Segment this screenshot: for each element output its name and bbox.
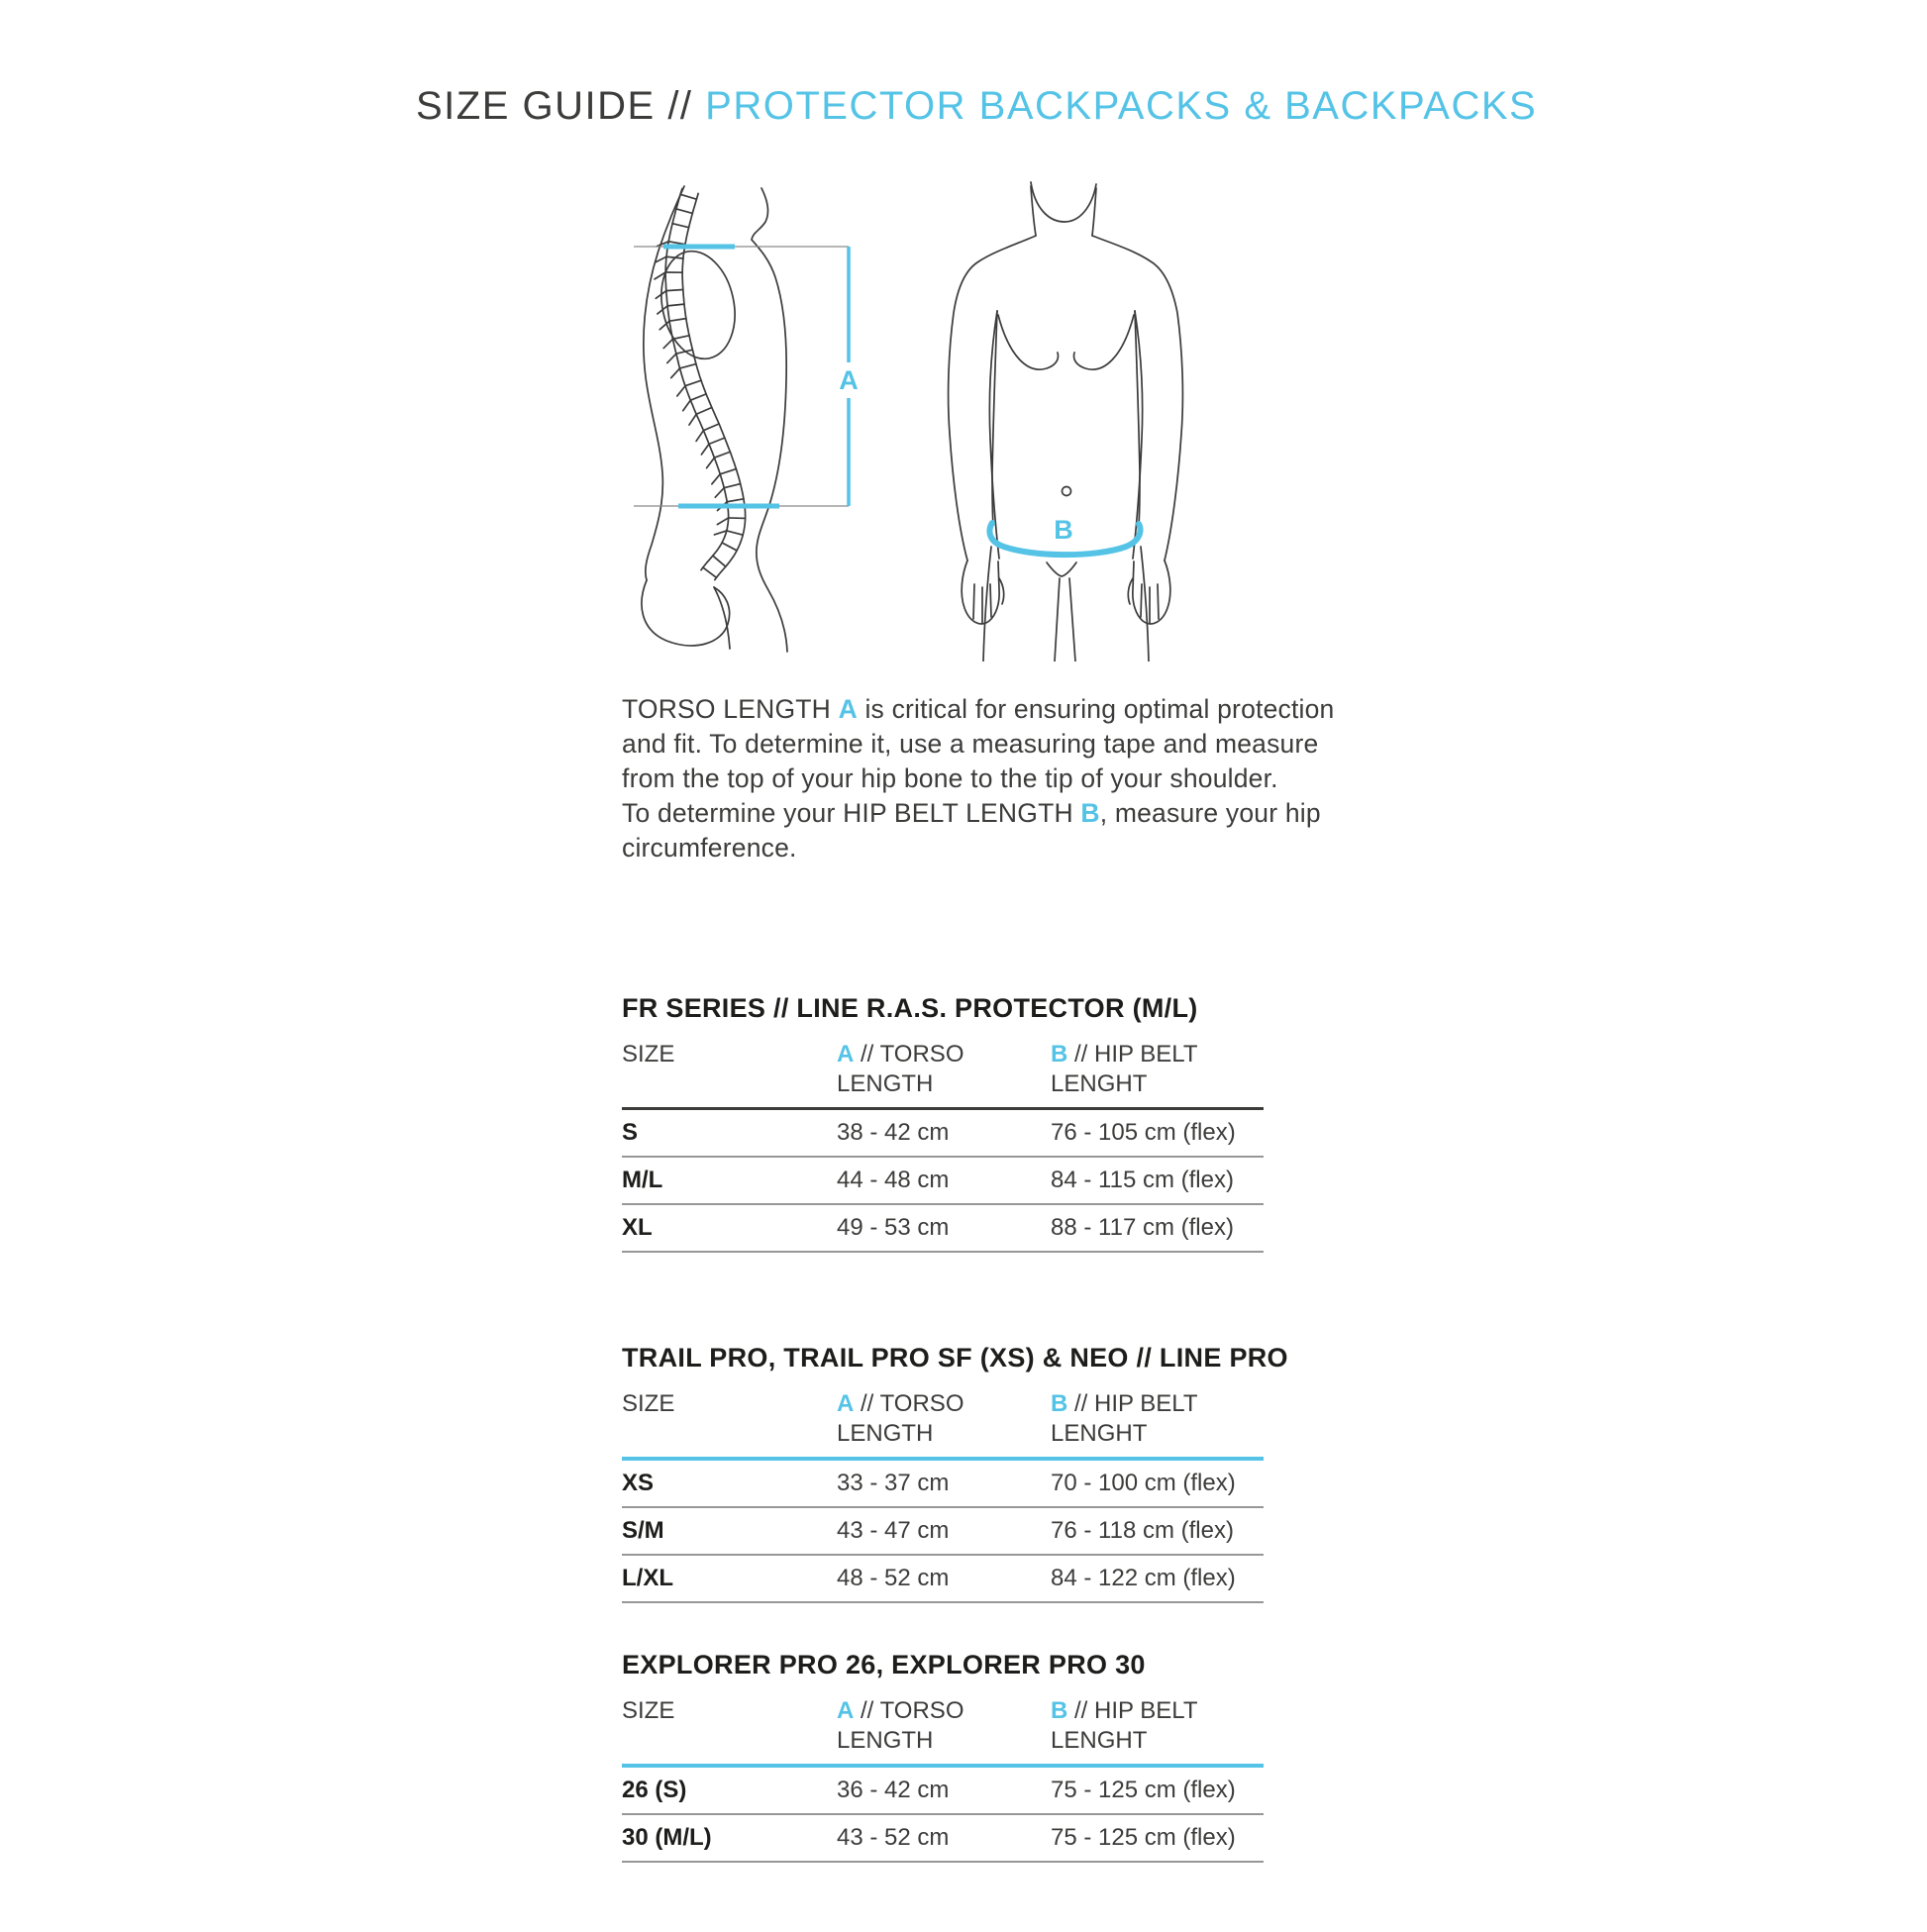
size-table-trail-pro bbox=[622, 1343, 1288, 1603]
row-hip-belt-length: 88 - 117 cm (flex) bbox=[1051, 1214, 1234, 1241]
description-label-b: B bbox=[1080, 797, 1100, 828]
table-header-row bbox=[622, 1696, 1264, 1768]
table-row bbox=[622, 1556, 1264, 1603]
column-header-hip-belt: B // HIP BELT LENGHT bbox=[1051, 1390, 1198, 1447]
description-text: and fit. To determine it, use a measuring tape and measure bbox=[622, 728, 1319, 759]
page-title bbox=[416, 84, 1537, 129]
column-header-torso-length: A // TORSO LENGTH bbox=[837, 1390, 964, 1447]
row-hip-belt-length: 76 - 105 cm (flex) bbox=[1051, 1119, 1236, 1146]
label-a: A bbox=[839, 365, 859, 395]
table-row bbox=[622, 1461, 1264, 1508]
table-row bbox=[622, 1205, 1264, 1253]
table-row bbox=[622, 1158, 1264, 1205]
row-torso-length: 49 - 53 cm bbox=[837, 1214, 950, 1241]
row-torso-length: 36 - 42 cm bbox=[837, 1777, 950, 1803]
table-title: EXPLORER PRO 26, EXPLORER PRO 30 bbox=[622, 1650, 1146, 1679]
column-header-hip-belt: B // HIP BELT LENGHT bbox=[1051, 1697, 1198, 1754]
label-b: B bbox=[1054, 515, 1073, 545]
description-text: circumference. bbox=[622, 832, 797, 863]
row-torso-length: 43 - 47 cm bbox=[837, 1517, 950, 1544]
row-torso-length: 43 - 52 cm bbox=[837, 1824, 950, 1851]
size-table-explorer-pro bbox=[622, 1650, 1264, 1863]
column-header-size: SIZE bbox=[622, 1697, 675, 1724]
column-header-letter-b: B bbox=[1051, 1697, 1068, 1724]
description-text: is critical for ensuring optimal protection bbox=[857, 693, 1335, 724]
navel bbox=[1063, 487, 1071, 496]
description-text: from the top of your hip bone to the tip of your shoulder. bbox=[622, 763, 1278, 793]
torso-length-dimension bbox=[634, 247, 859, 506]
table-row bbox=[622, 1508, 1264, 1556]
table-row bbox=[622, 1110, 1264, 1158]
column-header-letter-b: B bbox=[1051, 1390, 1068, 1417]
page-title-accent: PROTECTOR BACKPACKS & BACKPACKS bbox=[705, 83, 1538, 128]
row-torso-length: 48 - 52 cm bbox=[837, 1565, 950, 1591]
description-label-a: A bbox=[838, 693, 858, 724]
column-header-letter-a: A bbox=[837, 1390, 855, 1417]
row-hip-belt-length: 84 - 122 cm (flex) bbox=[1051, 1565, 1236, 1591]
row-hip-belt-length: 76 - 118 cm (flex) bbox=[1051, 1517, 1234, 1544]
body-outline bbox=[949, 182, 1183, 661]
row-torso-length: 33 - 37 cm bbox=[837, 1470, 950, 1496]
table-title: TRAIL PRO, TRAIL PRO SF (XS) & NEO // LINE PRO bbox=[622, 1343, 1288, 1373]
row-hip-belt-length: 70 - 100 cm (flex) bbox=[1051, 1470, 1236, 1496]
row-size: XL bbox=[622, 1214, 653, 1241]
column-header-letter-a: A bbox=[837, 1041, 855, 1068]
row-hip-belt-length: 75 - 125 cm (flex) bbox=[1051, 1824, 1236, 1851]
table-header-row bbox=[622, 1040, 1264, 1110]
row-size: S/M bbox=[622, 1517, 664, 1544]
body-front-illustration bbox=[926, 137, 1263, 661]
row-size: S bbox=[622, 1119, 639, 1146]
page-title-dark: SIZE GUIDE // bbox=[416, 83, 706, 128]
row-size: L/XL bbox=[622, 1565, 673, 1591]
row-size: XS bbox=[622, 1470, 655, 1496]
measurement-description bbox=[622, 692, 1335, 865]
column-header-torso-length: A // TORSO LENGTH bbox=[837, 1041, 964, 1097]
column-header-hip-belt: B // HIP BELT LENGHT bbox=[1051, 1041, 1198, 1097]
table-row bbox=[622, 1815, 1264, 1863]
description-text: To determine your HIP BELT LENGTH bbox=[622, 797, 1081, 828]
row-hip-belt-length: 75 - 125 cm (flex) bbox=[1051, 1777, 1236, 1803]
column-header-torso-length: A // TORSO LENGTH bbox=[837, 1697, 964, 1754]
row-torso-length: 38 - 42 cm bbox=[837, 1119, 950, 1146]
hip-belt-dimension bbox=[989, 515, 1140, 555]
column-header-letter-b: B bbox=[1051, 1041, 1068, 1068]
spine-body-outline bbox=[642, 186, 787, 652]
spine-side-illustration bbox=[611, 137, 878, 661]
row-torso-length: 44 - 48 cm bbox=[837, 1167, 950, 1193]
table-header-row bbox=[622, 1389, 1264, 1461]
row-size: 26 (S) bbox=[622, 1777, 687, 1803]
column-header-size: SIZE bbox=[622, 1041, 675, 1068]
description-text: TORSO LENGTH bbox=[622, 693, 839, 724]
row-hip-belt-length: 84 - 115 cm (flex) bbox=[1051, 1167, 1234, 1193]
description-text: , measure your hip bbox=[1099, 797, 1321, 828]
column-header-size: SIZE bbox=[622, 1390, 675, 1417]
table-title: FR SERIES // LINE R.A.S. PROTECTOR (M/L) bbox=[622, 993, 1198, 1023]
column-header-letter-a: A bbox=[837, 1697, 855, 1724]
row-size: M/L bbox=[622, 1167, 663, 1193]
table-row bbox=[622, 1768, 1264, 1815]
size-table-fr-series bbox=[622, 993, 1264, 1253]
row-size: 30 (M/L) bbox=[622, 1824, 712, 1851]
